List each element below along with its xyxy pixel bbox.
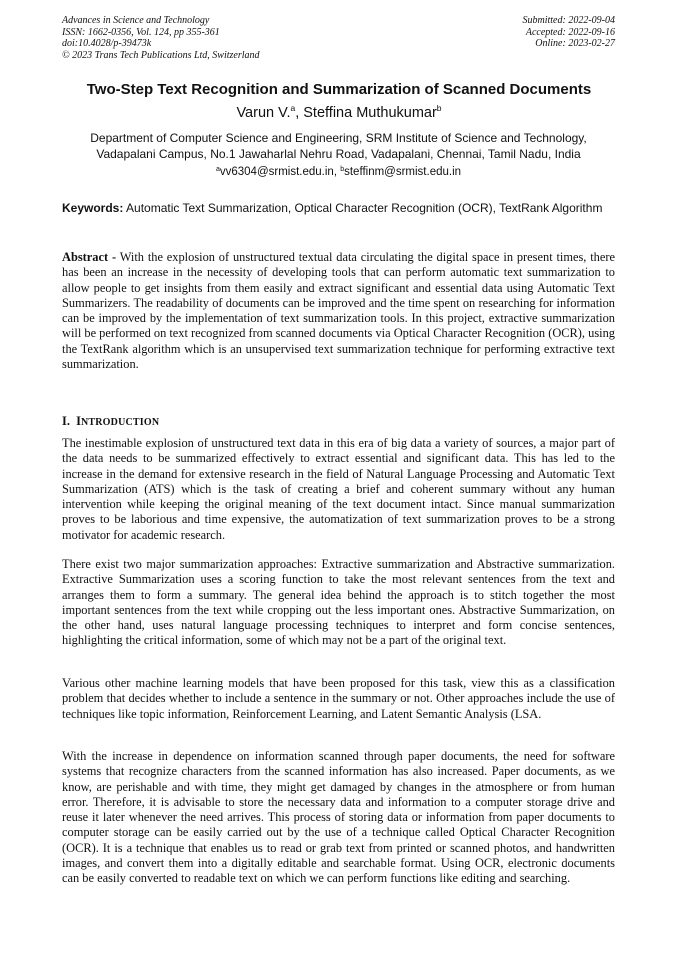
intro-paragraph-1: The inestimable explosion of unstructured text data in this era of big data a variety of sources, a major part of the data needs to be summarized effectively to extract essential and significant data. This has led to the increase in the demand for extensive research in the field of Natural Language Processing and Automatic Text Summarization (ATS) which is the task of creating a brief and coherent summary without any human intervention while keeping the original meaning of the text document intact. Since manual summarization proves to be laborious and time expensive, the automatization of text summarization proves to be a strong motivator for academic research.	[62, 436, 615, 542]
section-title-initial: I	[76, 414, 81, 428]
section-title-rest: NTRODUCTION	[80, 417, 160, 428]
issn-line: ISSN: 1662-0356, Vol. 124, pp 355-361	[62, 26, 220, 38]
email-1-mark: a	[215, 166, 220, 173]
email-2-mark: b	[340, 166, 345, 173]
journal-header-left	[62, 15, 362, 61]
section-number: I.	[62, 414, 70, 428]
abstract-label: Abstract -	[62, 250, 117, 264]
section-heading-introduction	[62, 414, 159, 430]
journal-header-right	[375, 15, 615, 50]
email-2: steffinm@srmist.edu.in	[344, 166, 462, 178]
doi-line: doi:10.4028/p-39473k	[62, 38, 152, 49]
abstract-block	[62, 250, 615, 372]
author-line	[40, 104, 638, 122]
intro-paragraph-4: With the increase in dependence on information scanned through paper documents, the need for software systems that recognize characters from the scanned information has also increased. Paper documents, as we know, are perishable and with time, they might get damaged by changes in the atmosphere or from human error. Therefore, it is advisable to store the necessary data and information to a computer storage drive and reuse it later whenever the need arrives. This process of storing data or information from paper documents to computer storage can be easily carried out by the use of a technique called Optical Character Recognition (OCR). It is a technique that enables us to read or grab text from printed or scanned photos, and handwritten images, and convert them into a digitally editable and searchable format. Using OCR, electronic documents can be easily converted to readable text on which we can perform functions like editing and searching.	[62, 749, 615, 886]
author-2-name: Steffina Muthukumar	[303, 105, 437, 121]
online-date: Online: 2023-02-27	[535, 38, 615, 49]
copyright-line: © 2023 Trans Tech Publications Ltd, Switzerland	[62, 49, 260, 61]
affiliation: Department of Computer Science and Engineering, SRM Institute of Science and Technology, Vadapalani Campus, No.1 Jawaharlal Nehru Road, Vadapalani, Chennai, Tamil Nadu, India	[90, 131, 587, 161]
intro-paragraph-2: There exist two major summarization approaches: Extractive summarization and Abstractive summarization. Extractive Summarization uses a scoring function to take the most relevant sentences from the text and arranges them to form a summary. The general idea behind the approach is to stitch together the most important sentences from the text while cropping out the less important ones. Abstractive Summarization, on the other hand, uses natural language processing techniques to interpret and form concise sentences, highlighting the critical information, some of which may not be a part of the original text.	[62, 557, 615, 648]
journal-name: Advances in Science and Technology	[62, 15, 210, 26]
email-line	[62, 165, 615, 180]
keywords-label: Keywords:	[62, 201, 124, 215]
keywords-text: Automatic Text Summarization, Optical Character Recognition (OCR), TextRank Algorithm	[126, 201, 603, 215]
author-1-affil-mark: a	[290, 103, 296, 113]
abstract-text: With the explosion of unstructured textual data circulating the digital space in present times, there has been an increase in the necessity of developing tools that can perform automatic text summarization to allow people to get insights from them easily and extract significant and essential data using Automatic Text Summarizers. The readability of documents can be improved and the time spent on researching for information can be improved by the implementation of text summarization tools. In this project, extractive summarization will be performed on text recognized from scanned documents via Optical Character Recognition (OCR), using the TextRank algorithm which is an unsupervised text summarization technique for performing extractive text summarization.	[62, 250, 616, 372]
paper-title: Two-Step Text Recognition and Summarization of Scanned Documents	[86, 81, 592, 98]
email-1: vv6304@srmist.edu.in	[219, 166, 334, 178]
keywords-block	[62, 201, 615, 217]
author-2-affil-mark: b	[436, 103, 442, 113]
author-1-name: Varun V.	[236, 105, 291, 121]
intro-paragraph-3: Various other machine learning models that have been proposed for this task, view this as a classification problem that decides whether to include a sentence in the summary or not. Other approaches include the use of techniques like topic information, Reinforcement Learning, and Latent Semantic Analysis (LSA.	[62, 676, 615, 721]
submitted-date: Submitted: 2022-09-04	[522, 15, 615, 26]
author-separator: ,	[295, 105, 304, 121]
email-separator: ,	[333, 166, 341, 178]
accepted-date: Accepted: 2022-09-16	[525, 26, 615, 38]
